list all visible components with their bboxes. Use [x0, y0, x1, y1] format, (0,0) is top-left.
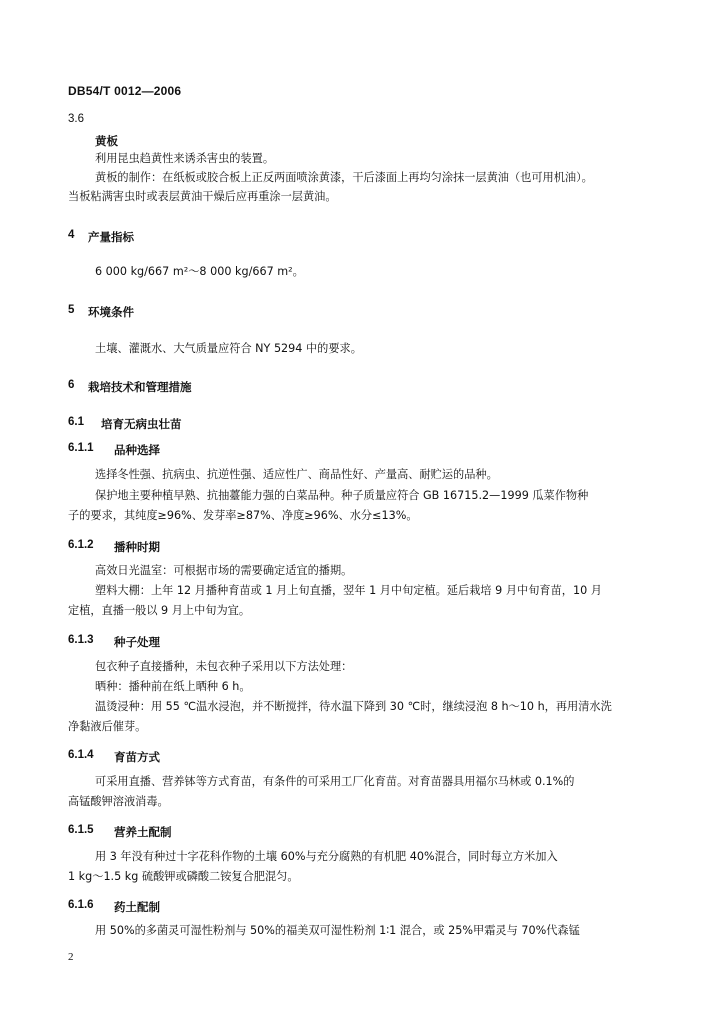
clause-title-seedling: 培育无病虫壮苗 — [101, 417, 182, 431]
paragraph-line: 当板粘满害虫时或表层黄油干燥后应再重涂一层黄油。 — [68, 190, 337, 203]
paragraph-line: 保护地主要种植早熟、抗抽薹能力强的白菜品种。种子质量应符合 GB 16715.2—1999 瓜菜作物种 — [95, 489, 589, 502]
clause-number-6-1-2: 6.1.2 — [68, 539, 94, 551]
clause-title-seed-treatment: 种子处理 — [114, 635, 160, 649]
clause-number-3-6: 3.6 — [68, 113, 84, 125]
clause-title-nursery-method: 育苗方式 — [114, 750, 160, 764]
paragraph-line: 温烫浸种：用 55 ℃温水浸泡，并不断搅拌，待水温下降到 30 ℃时，继续浸泡 8 h～10 h，再用清水洗 — [95, 700, 612, 713]
clause-title-sowing-time: 播种时期 — [114, 540, 160, 554]
paragraph-line: 6 000 kg/667 m²～8 000 kg/667 m²。 — [95, 265, 304, 278]
clause-number-6-1-4: 6.1.4 — [68, 749, 94, 761]
paragraph-line: 可采用直播、营养钵等方式育苗，有条件的可采用工厂化育苗。对育苗器具用福尔马林或 0.1%的 — [95, 775, 575, 788]
section-title-yield: 产量指标 — [88, 230, 134, 244]
paragraph-line: 定植，直播一般以 9 月上中旬为宜。 — [68, 604, 251, 617]
clause-title-variety: 品种选择 — [114, 443, 160, 457]
paragraph-line: 1 kg～1.5 kg 硫酸钾或磷酸二铵复合肥混匀。 — [68, 870, 299, 883]
paragraph-line: 高锰酸钾溶液消毒。 — [68, 795, 169, 808]
paragraph-line: 土壤、灌溉水、大气质量应符合 NY 5294 中的要求。 — [95, 342, 362, 355]
clause-title-medicated-soil: 药土配制 — [114, 900, 160, 914]
section-number-5: 5 — [68, 304, 75, 316]
paragraph-line: 包衣种子直接播种，未包衣种子采用以下方法处理： — [95, 660, 353, 673]
paragraph-line: 黄板的制作：在纸板或胶合板上正反两面喷涂黄漆，干后漆面上再均匀涂抹一层黄油（也可用机油）。 — [95, 171, 593, 184]
paragraph-line: 晒种：播种前在纸上晒种 6 h。 — [95, 680, 251, 693]
clause-number-6-1-6: 6.1.6 — [68, 899, 94, 911]
paragraph-line: 用 3 年没有种过十字花科作物的土壤 60%与充分腐熟的有机肥 40%混合，同时每立方米加入 — [95, 850, 558, 863]
clause-title-nutrient-soil: 营养土配制 — [114, 825, 172, 839]
section-number-4: 4 — [68, 229, 75, 241]
paragraph-line: 净黏液后催芽。 — [68, 720, 147, 733]
paragraph-line: 高效日光温室：可根据市场的需要确定适宜的播期。 — [95, 564, 353, 577]
paragraph-line: 利用昆虫趋黄性来诱杀害虫的装置。 — [95, 152, 275, 165]
paragraph-line: 选择冬性强、抗病虫、抗逆性强、适应性广、商品性好、产量高、耐贮运的品种。 — [95, 468, 498, 481]
page-number: 2 — [68, 951, 74, 963]
paragraph-line: 子的要求，其纯度≥96%、发芽率≥87%、净度≥96%、水分≤13%。 — [68, 509, 418, 522]
section-number-6: 6 — [68, 379, 75, 391]
paragraph-line: 用 50%的多菌灵可湿性粉剂与 50%的福美双可湿性粉剂 1∶1 混合，或 25%甲霜灵与 70%代森锰 — [95, 924, 580, 937]
clause-number-6-1-5: 6.1.5 — [68, 824, 94, 836]
clause-title-yellow-board: 黄板 — [95, 134, 118, 148]
clause-number-6-1: 6.1 — [68, 416, 84, 428]
clause-number-6-1-1: 6.1.1 — [68, 442, 94, 454]
clause-number-6-1-3: 6.1.3 — [68, 634, 94, 646]
section-title-environment: 环境条件 — [88, 305, 134, 319]
paragraph-line: 塑料大棚：上年 12 月播种育苗或 1 月上旬直播，翌年 1 月中旬定植。延后栽培 9 月中旬育苗，10 月 — [95, 584, 602, 597]
section-title-cultivation: 栽培技术和管理措施 — [88, 380, 192, 394]
document-code-header: DB54/T 0012—2006 — [68, 84, 182, 98]
